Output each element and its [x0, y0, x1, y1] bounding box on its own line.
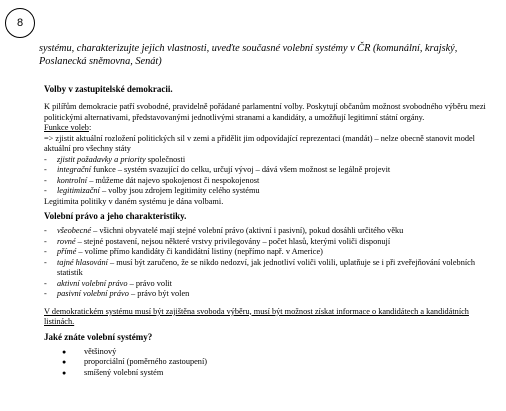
freedom-statement: V demokratickém systému musí být zajištěna svoboda výběru, musí být možnost získat informace o kandidátech a kandidátních listinách.: [44, 306, 469, 326]
list-item: ● proporciální (poměrného zastoupení): [44, 357, 499, 368]
section-heading-suffrage: Volební právo a jeho charakteristiky.: [44, 211, 187, 221]
question-electoral-systems: Jaké znáte volební systémy?: [44, 331, 153, 342]
bullet-icon: ●: [62, 358, 67, 366]
bullet-icon: ●: [62, 347, 67, 356]
list-item: - tajné hlasování – musí být zaručeno, že se nikdo nedozví, jak jednotliví voliči volili, uplatňuje se i při zveřejňování volebních statistik: [44, 257, 475, 277]
question-intro: systému, charakterizujte jejich vlastnosti, uveďte současné volební systémy v ČR (komunální, krajský, Poslanecká sněmovna, Senát): [39, 43, 458, 67]
page-number-badge: [5, 8, 35, 38]
list-item: ● smíšený volební systém: [44, 368, 499, 379]
list-item: - přímé – volíme přímo kandidáty či kandidátní listiny (nepřímo např. v Americe): [44, 247, 323, 256]
bullet-icon: ●: [62, 368, 67, 377]
list-item: - rovné – stejné postavení, nejsou některé vrstvy privilegovány – počet hlasů, kterými voliči disponují: [44, 236, 391, 246]
list-item: ● většinový: [44, 347, 499, 358]
functions-label-line: Funkce voleb:: [44, 123, 92, 132]
list-item: - zjistit požadavky a priority společnosti: [44, 154, 186, 164]
functions-arrow-text: => zjistit aktuální rozložení politických sil v zemi a přidělit jim odpovídající reprezentaci (mandát) – nelze obecně stanovit model aktuální pro všechny státy: [44, 133, 475, 153]
list-item: - legitimizační – volby jsou zdrojem legitimity celého systému: [44, 186, 260, 195]
list-item: - integrační funkce – systém svazující do celku, určují vývoj – dává všem možnost se legálně projevit: [44, 165, 391, 174]
document-body: [44, 84, 499, 378]
list-item: - kontrolní – můžeme dát najevo spokojenost či nespokojenost: [44, 175, 260, 185]
elections-paragraph: K pilířům demokracie patří svobodné, pravidelně pořádané parlamentní volby. Poskytují občanům možnost svobodného výběru mezi politickými alternativami, představovanými jednotlivými stranami a kandidáty, a umožňují legitimní státní orgány.: [44, 102, 486, 122]
functions-label: Funkce voleb: [44, 123, 89, 132]
list-item: - aktivní volební právo – právo volit: [44, 278, 172, 288]
legitimacy-closing: Legitimita politiky v daném systému je dána volbami.: [44, 196, 224, 206]
list-item: - pasivní volební právo – právo být volen: [44, 289, 190, 298]
section-heading-elections: Volby v zastupitelské demokracii.: [44, 84, 173, 94]
list-item: - všeobecné – všichni obyvatelé mají stejné volební právo (aktivní i pasivní), pokud dosáhli určitého věku: [44, 226, 404, 235]
page-number: 8: [16, 17, 24, 29]
